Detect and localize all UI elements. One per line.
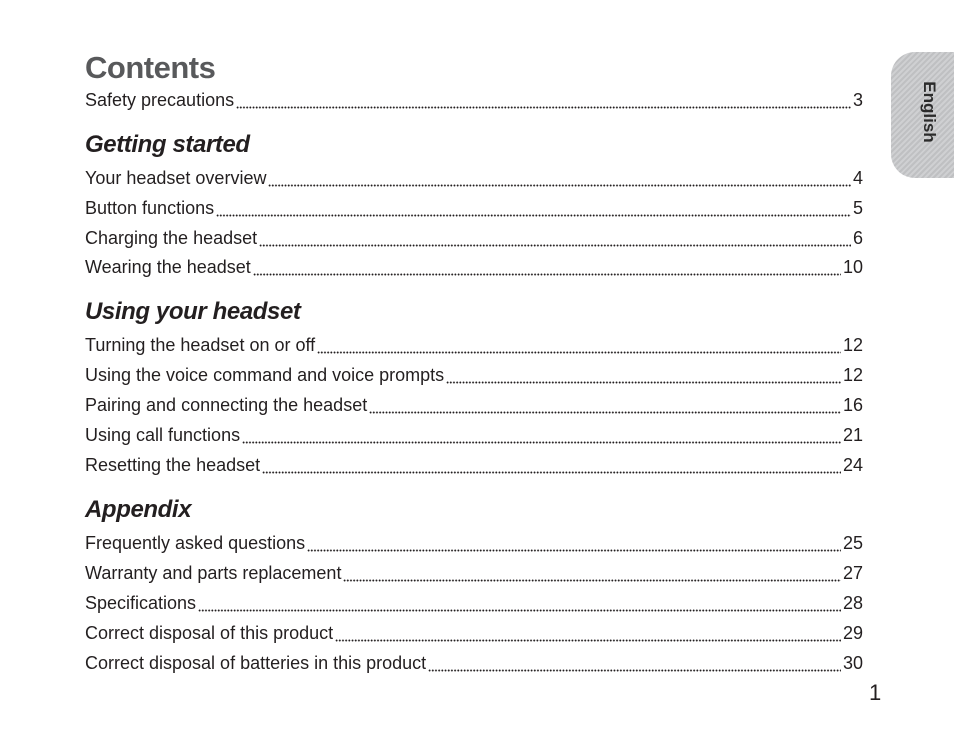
toc-entry-label: Using call functions bbox=[85, 425, 241, 445]
toc-entry-faq[interactable] bbox=[85, 533, 863, 559]
toc-entry-wearing[interactable] bbox=[85, 257, 863, 283]
dot-leader bbox=[343, 579, 841, 582]
toc-entry-page: 12 bbox=[842, 365, 863, 385]
toc-entry-page: 27 bbox=[842, 563, 863, 583]
toc-entry-label: Charging the headset bbox=[85, 228, 258, 248]
toc-entry-label: Correct disposal of batteries in this product bbox=[85, 653, 427, 673]
toc-entry-page: 28 bbox=[842, 593, 863, 613]
toc-entry-label: Specifications bbox=[85, 593, 197, 613]
toc-entry-label: Frequently asked questions bbox=[85, 533, 306, 553]
toc-entry-page: 4 bbox=[852, 168, 863, 188]
toc-entry-button-functions[interactable] bbox=[85, 198, 863, 224]
toc-entry-specifications[interactable] bbox=[85, 593, 863, 619]
toc-entry-safety-precautions[interactable] bbox=[85, 90, 863, 116]
toc-entry-label: Turning the headset on or off bbox=[85, 335, 316, 355]
toc-entry-label: Resetting the headset bbox=[85, 455, 261, 475]
dot-leader bbox=[428, 669, 841, 672]
section-heading-getting-started: Getting started bbox=[85, 131, 250, 158]
toc-entry-page: 10 bbox=[842, 257, 863, 277]
toc-entry-page: 25 bbox=[842, 533, 863, 553]
dot-leader bbox=[317, 351, 841, 354]
dot-leader bbox=[268, 184, 851, 187]
dot-leader bbox=[446, 381, 841, 384]
dot-leader bbox=[242, 441, 841, 444]
dot-leader bbox=[335, 639, 841, 642]
toc-entry-label: Using the voice command and voice prompts bbox=[85, 365, 445, 385]
toc-entry-label: Correct disposal of this product bbox=[85, 623, 334, 643]
toc-entry-resetting[interactable] bbox=[85, 455, 863, 481]
toc-entry-charging[interactable] bbox=[85, 228, 863, 254]
toc-entry-headset-overview[interactable] bbox=[85, 168, 863, 194]
toc-entry-label: Your headset overview bbox=[85, 168, 267, 188]
toc-entry-warranty[interactable] bbox=[85, 563, 863, 589]
section-heading-appendix: Appendix bbox=[85, 496, 192, 523]
dot-leader bbox=[259, 244, 851, 247]
toc-entry-page: 24 bbox=[842, 455, 863, 475]
dot-leader bbox=[307, 549, 841, 552]
toc-entry-page: 21 bbox=[842, 425, 863, 445]
dot-leader bbox=[216, 214, 851, 217]
toc-entry-call-functions[interactable] bbox=[85, 425, 863, 451]
toc-entry-label: Wearing the headset bbox=[85, 257, 251, 277]
toc-entry-label: Warranty and parts replacement bbox=[85, 563, 342, 583]
dot-leader bbox=[198, 609, 841, 612]
dot-leader bbox=[236, 106, 851, 109]
toc-entry-page: 3 bbox=[852, 90, 863, 110]
dot-leader bbox=[262, 471, 841, 474]
page-number: 1 bbox=[869, 680, 882, 705]
toc-entry-page: 29 bbox=[842, 623, 863, 643]
toc-entry-label: Safety precautions bbox=[85, 90, 235, 110]
section-heading-using-your-headset: Using your headset bbox=[85, 298, 301, 325]
page-title: Contents bbox=[85, 50, 216, 85]
toc-entry-page: 5 bbox=[852, 198, 863, 218]
toc-entry-disposal-product[interactable] bbox=[85, 623, 863, 649]
toc-entry-page: 6 bbox=[852, 228, 863, 248]
dot-leader bbox=[253, 273, 841, 276]
toc-entry-pairing[interactable] bbox=[85, 395, 863, 421]
toc-entry-voice-command[interactable] bbox=[85, 365, 863, 391]
dot-leader bbox=[369, 411, 841, 414]
toc-entry-disposal-batteries[interactable] bbox=[85, 653, 863, 679]
toc-entry-label: Pairing and connecting the headset bbox=[85, 395, 368, 415]
toc-entry-page: 12 bbox=[842, 335, 863, 355]
toc-entry-page: 30 bbox=[842, 653, 863, 673]
toc-entry-power-on-off[interactable] bbox=[85, 335, 863, 361]
toc-entry-page: 16 bbox=[842, 395, 863, 415]
language-tab-label: English bbox=[920, 81, 939, 143]
toc-entry-label: Button functions bbox=[85, 198, 215, 218]
